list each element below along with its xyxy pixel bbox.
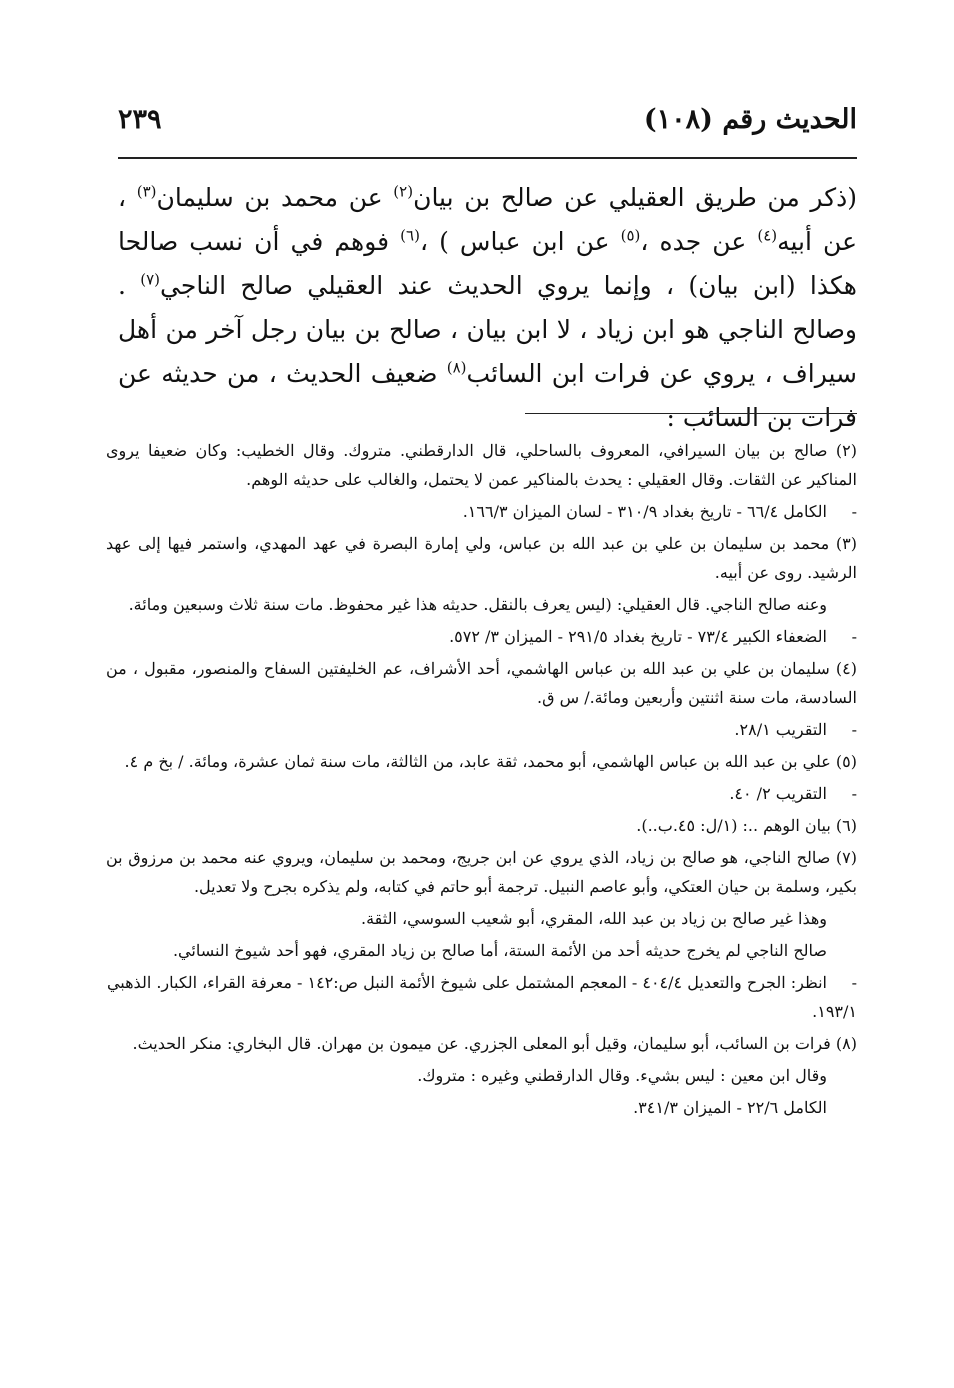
dash: - [851,720,857,739]
footnote-5: (٥) علي بن عبد الله بن عباس الهاشمي، أبو محمد، ثقة عابد، من الثالثة، مات سنة ثمان عشرة، ومائة. / بخ م ٤. [124,752,857,771]
footnote-marker: (٥) [620,226,641,245]
footnote-7-reference [106,968,857,1026]
footnote-8-continuation: وقال ابن معين : ليس بشيء. وقال الدارقطني وغيره : متروك. [417,1066,827,1085]
dash: - [851,784,857,803]
footnote-marker: (٧) [140,270,161,289]
dash: - [851,502,857,521]
footnote-6: (٦) بيان الوهم ..: (١/ل: ٤٥.ب..). [636,816,857,835]
footnote-rule [525,413,857,414]
text-run: عن محمد بن سليمان [156,183,394,212]
footnote-4-reference [106,715,857,744]
footnote-4: (٤) سليمان بن علي بن عبد الله بن عباس الهاشمي، أحد الأشراف، عم الخليفتين السفاح والمنصور، مقبول ، من السادسة، مات سنة اثنتين وأربعين ومائة./ س ق. [106,659,857,707]
running-header [118,104,857,135]
footnote-marker: (٢) [393,182,414,201]
text-run: (ذكر من طريق العقيلي عن صالح بن بيان [413,183,858,212]
chapter-title: الحديث رقم (١٠٨) [643,104,857,135]
footnote-7-continuation-1: وهذا غير صالح بن زياد بن عبد الله، المقري، أبو شعيب السوسي، الثقة. [361,909,827,928]
footnote-marker: (٣) [136,182,157,201]
footnote-3-reference [106,622,857,651]
text-run: . وصالح الناجي هو ابن زياد ، لا ابن بيان ، صالح بن بيان رجل آخر من أهل سيراف ، يروي عن فرات ابن السائب [118,271,857,388]
footnote-marker: (٤) [757,226,778,245]
footnote-7-continuation-2: صالح الناجي لم يخرج حديثه أحد من الأئمة الستة، أما صالح بن زياد المقري، فهو أحد شيوخ النسائي. [172,941,827,960]
footnote-2: (٢) صالح بن بيان السيرافي، المعروف بالساحلي، قال الدارقطني. متروك. وقال الخطيب: وكان ضعيفا يروى المناكير عن الثقات. وقال العقيلي : يحدث بالمناكير عمن لا يحتمل، والغالب على حديثه الوهم. [106,441,857,489]
footnote-5-reference [106,779,857,808]
reference-text: التقريب ٢٨/١. [734,720,827,739]
footnote-3: (٣) محمد بن سليمان بن علي بن عبد الله بن عباس، ولي إمارة البصرة في عهد المهدي، واستمر فيها إلى عهد الرشيد. روى عن أبيه. [106,534,858,582]
text-run: عن جده ، [640,227,758,256]
footnote-3-continuation: وعنه صالح الناجي. قال العقيلي: (ليس يعرف بالنقل. حديثه هذا غير محفوظ. مات سنة ثلاث وسبعين ومائة. [128,595,827,614]
main-paragraph [118,176,857,440]
header-rule [118,157,857,159]
text-run: فوهم في أن نسب صالحا هكذا (ابن بيان) ، وإنما يروي الحديث عند العقيلي صالح الناجي [118,227,857,300]
text-run: ، عن أبيه [118,183,857,256]
text-run: ضعيف الحديث ، من حديثه عن فرات بن السائب : [118,359,857,432]
reference-text: الكامل ٦٦/٤ - تاريخ بغداد ٣١٠/٩ - لسان الميزان ١٦٦/٣. [462,502,827,521]
footnote-2-reference [106,497,857,526]
footnote-marker: (٨) [446,358,467,377]
footnote-marker: (٦) [400,226,420,245]
footnote-8: (٨) فرات بن السائب، أبو سليمان، وقيل أبو المعلى الجزري. عن ميمون بن مهران. قال البخاري: منكر الحديث. [132,1034,857,1053]
main-text [118,176,857,440]
reference-text: انظر: الجرح والتعديل ٤٠٤/٤ - المعجم المشتمل على شيوخ الأئمة النبل ص:١٤٢ - معرفة القراء، الكبار. الذهبي ١٩٣/١. [106,973,857,1021]
footnotes [106,436,857,1125]
dash: - [851,973,857,992]
footnote-7: (٧) صالح الناجي، هو صالح بن زياد، الذي يروي عن ابن جريج، ومحمد بن سليمان، ويروي عنه محمد بن مرزوق بن بكير، وسلمة بن حيان العتكي، وأبو عاصم النبيل. ترجمة أبو حاتم في كتابه، ولم يذكره بجرح ولا تعديل. [106,848,857,896]
page-number: ٢٣٩ [118,104,162,135]
text-run: عن ابن عباس ) ، [419,227,621,256]
footnote-8-reference: الكامل ٢٢/٦ - الميزان ٣٤١/٣. [633,1098,827,1117]
dash: - [851,627,857,646]
reference-text: التقريب ٢/ ٤٠. [729,784,827,803]
reference-text: الضعفاء الكبير ٧٣/٤ - تاريخ بغداد ٢٩١/٥ - الميزان ٣/ ٥٧٢. [449,627,827,646]
